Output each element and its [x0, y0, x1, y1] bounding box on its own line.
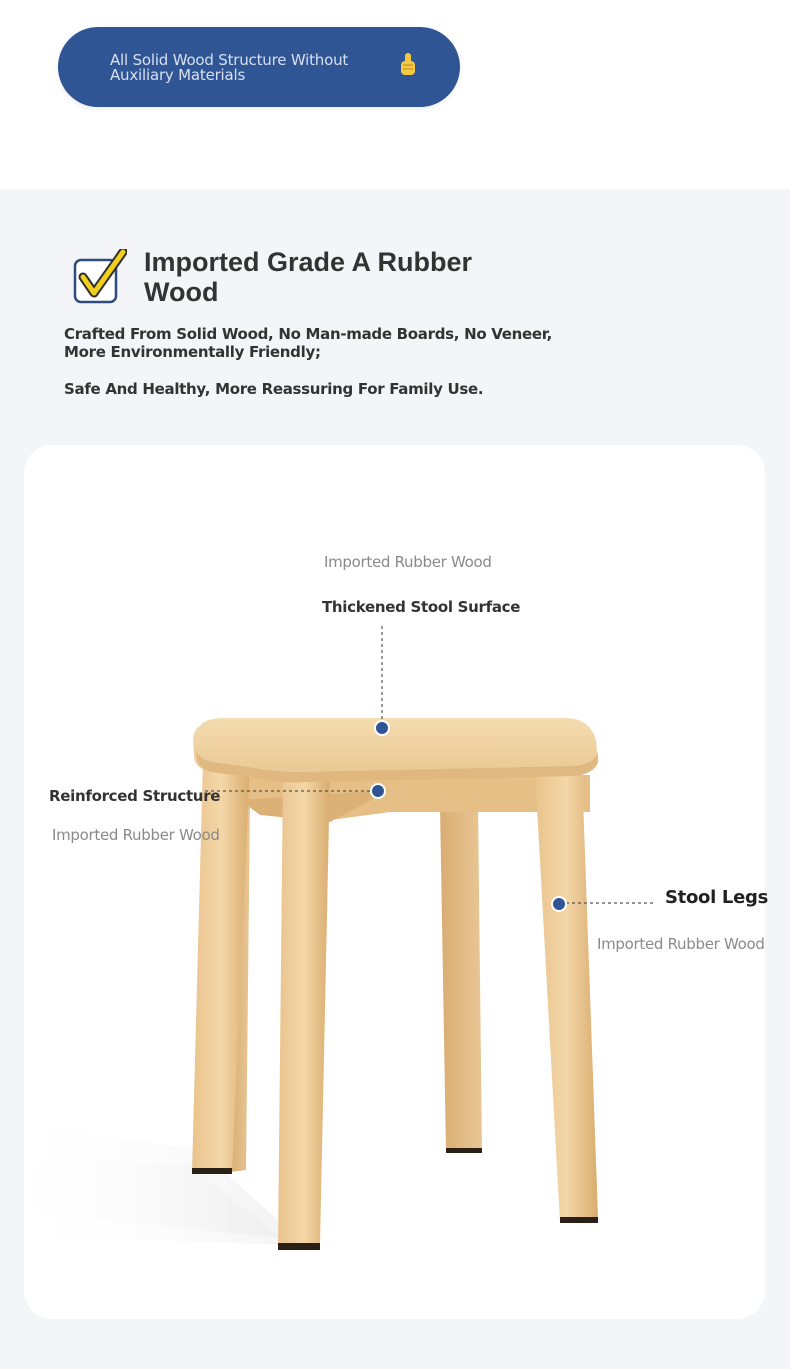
- feature-title: Imported Grade A Rubber Wood: [144, 247, 473, 307]
- floor-shadows: [0, 1120, 300, 1245]
- surface-label: Thickened Stool Surface: [322, 598, 521, 616]
- structure-marker: [371, 784, 385, 798]
- feature-description-1: Crafted From Solid Wood, No Man-made Boards, No Veneer, More Environmentally Friendly;: [64, 325, 553, 361]
- surface-marker: [375, 721, 389, 735]
- structure-label: Reinforced Structure: [49, 787, 221, 805]
- badge-text: All Solid Wood Structure Without Auxiliary Materials: [110, 51, 349, 84]
- structure-material-label: Imported Rubber Wood: [52, 826, 220, 844]
- feature-description-2: Safe And Healthy, More Reassuring For Family Use.: [64, 380, 484, 398]
- back-right-leg: [440, 805, 482, 1152]
- legs-marker: [552, 897, 566, 911]
- legs-label: Stool Legs: [665, 887, 769, 908]
- front-center-leg: [278, 770, 330, 1248]
- front-right-leg: [535, 770, 598, 1222]
- surface-material-label: Imported Rubber Wood: [324, 553, 492, 571]
- legs-material-label: Imported Rubber Wood: [597, 935, 765, 953]
